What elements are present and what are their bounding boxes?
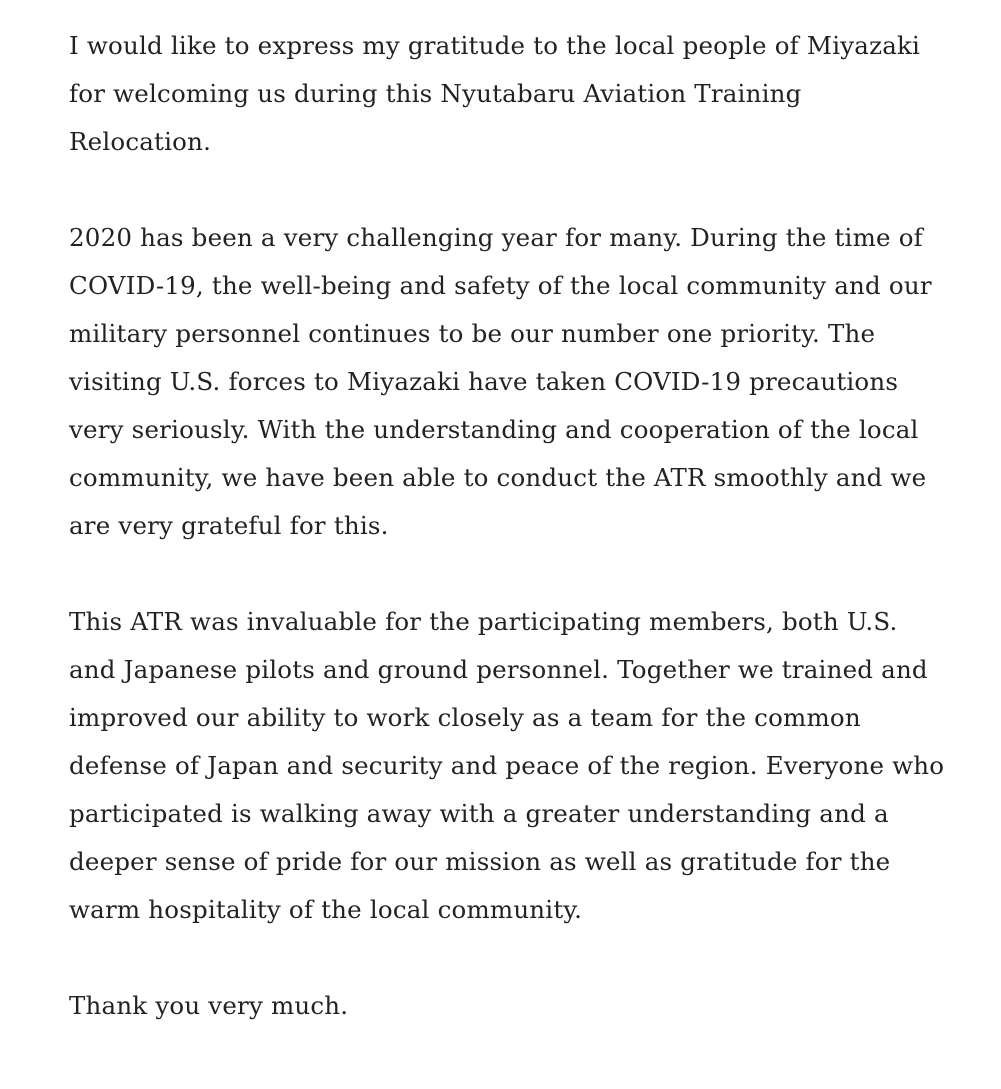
text-line: COVID-19, the well-being and safety of the local community and our bbox=[69, 271, 932, 300]
text-line: improved our ability to work closely as a team for the common bbox=[69, 703, 861, 732]
text-line: warm hospitality of the local community. bbox=[69, 895, 583, 924]
text-line: are very grateful for this. bbox=[69, 511, 389, 540]
text-line: and Japanese pilots and ground personnel. Together we trained and bbox=[69, 655, 928, 684]
text-line: community, we have been able to conduct the ATR smoothly and we bbox=[69, 463, 927, 492]
text-line: defense of Japan and security and peace of the region. Everyone who bbox=[69, 751, 945, 780]
paragraph-covid bbox=[69, 214, 989, 550]
paragraph-closing bbox=[69, 982, 989, 1030]
paragraph-training bbox=[69, 598, 989, 934]
paragraph-gratitude bbox=[69, 22, 989, 166]
text-line: participated is walking away with a greater understanding and a bbox=[69, 799, 889, 828]
text-line: 2020 has been a very challenging year for many. During the time of bbox=[69, 223, 923, 252]
text-line: for welcoming us during this Nyutabaru Aviation Training bbox=[69, 79, 802, 108]
text-line: deeper sense of pride for our mission as well as gratitude for the bbox=[69, 847, 891, 876]
letter-body bbox=[69, 22, 989, 1030]
text-line: Thank you very much. bbox=[69, 991, 349, 1020]
text-line: This ATR was invaluable for the participating members, both U.S. bbox=[69, 607, 898, 636]
text-line: Relocation. bbox=[69, 127, 212, 156]
text-line: very seriously. With the understanding and cooperation of the local bbox=[69, 415, 919, 444]
text-line: visiting U.S. forces to Miyazaki have taken COVID-19 precautions bbox=[69, 367, 899, 396]
text-line: I would like to express my gratitude to the local people of Miyazaki bbox=[69, 31, 921, 60]
text-line: military personnel continues to be our number one priority. The bbox=[69, 319, 876, 348]
